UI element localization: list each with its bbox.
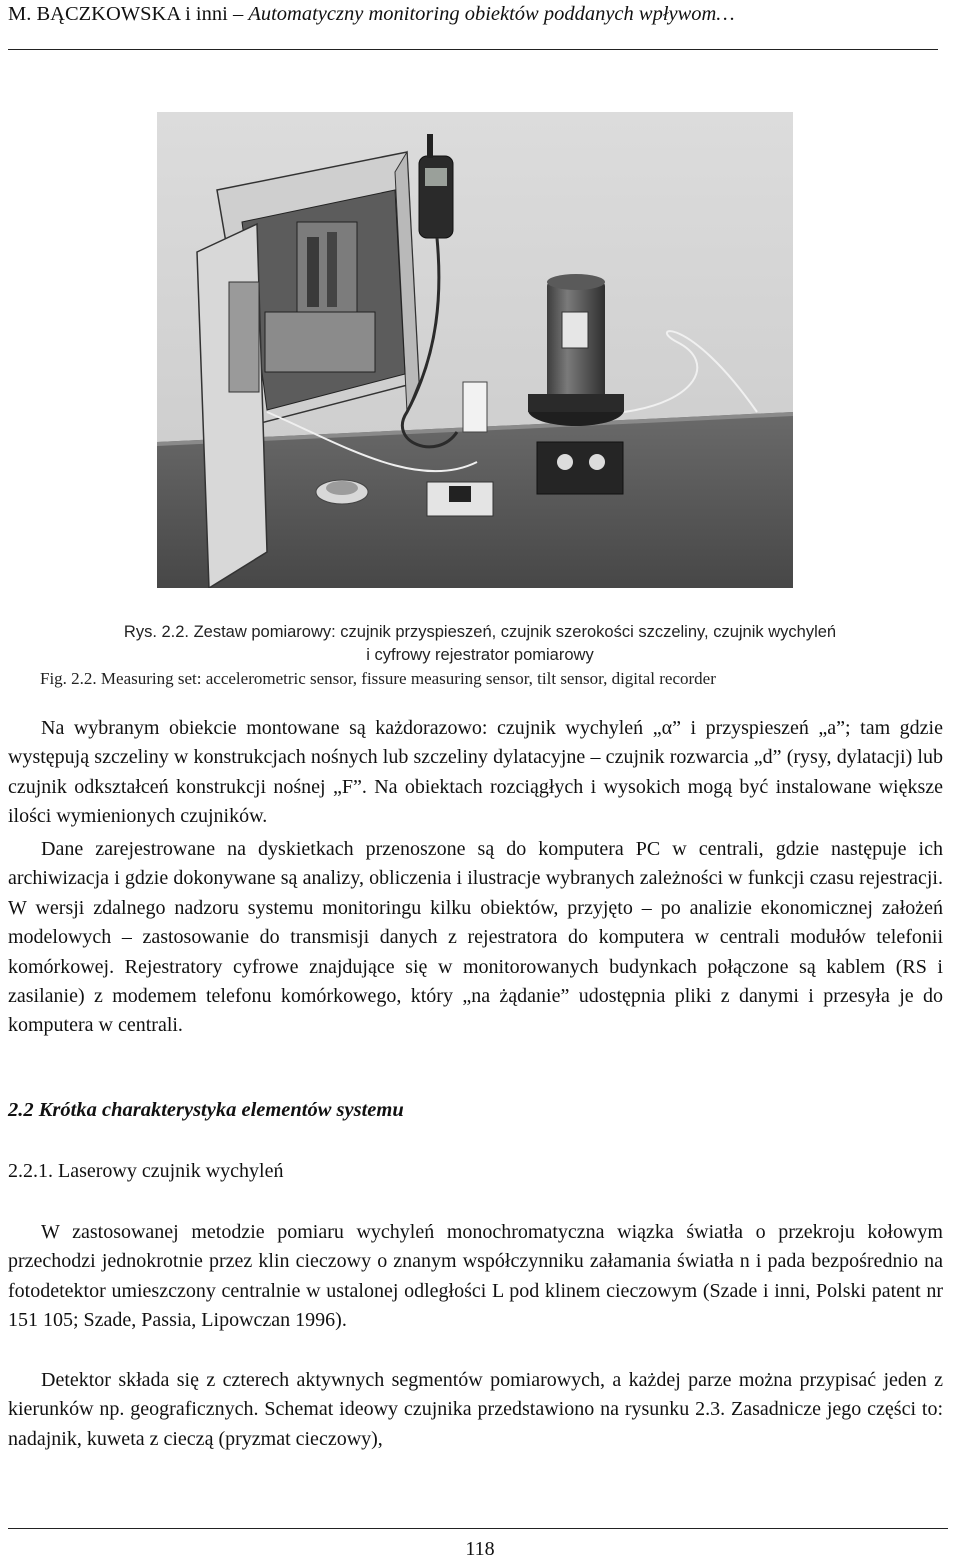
header-separator: –: [227, 3, 249, 25]
page-number: 118: [465, 1538, 495, 1560]
body-paragraph: W zastosowanej metodzie pomiaru wychyleń monochromatyczna wiązka światła o przekroju kołowym przechodzi jednokrotnie przez klin cieczowy o znanym współczynniku załamania światła n i pada bezpośrednio na fotodetektor umieszczony centralnie w ustalonej odległości L pod klinem cieczowym (Szade i inni, Polski patent nr 151 105; Szade, Passia, Lipowczan 1996).: [8, 1221, 943, 1332]
subsection-heading: 2.2.1. Laserowy czujnik wychyleń: [8, 1160, 284, 1182]
header-title: Automatyczny monitoring obiektów poddanych wpływom…: [248, 3, 735, 25]
running-header: [8, 2, 938, 26]
figure-caption-pl-line2: i cyfrowy rejestrator pomiarowy: [366, 646, 594, 664]
measuring-set-photo: [157, 112, 793, 588]
body-paragraph: Na wybranym obiekcie montowane są każdorazowo: czujnik wychyleń „α” i przyspieszeń „a”; tam gdzie występują szczeliny w konstrukcjach nośnych lub szczeliny dylatacyjne – czujnik rozwarcia „d” (rysy, dylatacji) lub czujnik odkształceń konstrukcji nośnej „F”. Na obiektach rozciągłych i wysokich mogą być instalowane większe ilości wymienionych czujników.: [8, 717, 943, 828]
body-paragraph: Detektor składa się z czterech aktywnych segmentów pomiarowych, a każdej parze można przypisać jeden z kierunków np. geograficznych. Schemat ideowy czujnika przedstawiono na rysunku 2.3. Zasadnicze jego części to: nadajnik, kuweta z cieczą (pryzmat cieczowy),: [8, 1369, 943, 1450]
header-authors: M. BĄCZKOWSKA i inni: [8, 3, 228, 25]
figure-caption-en: Fig. 2.2. Measuring set: accelerometric sensor, fissure measuring sensor, tilt sensor, digital recorder: [40, 669, 716, 688]
section-heading: 2.2 Krótka charakterystyka elementów systemu: [8, 1099, 404, 1121]
footer-divider: [8, 1528, 948, 1529]
header-divider: [8, 49, 938, 50]
figure-caption-pl-line1: Rys. 2.2. Zestaw pomiarowy: czujnik przyspieszeń, czujnik szerokości szczeliny, czujnik wychyleń: [123, 623, 837, 641]
body-paragraph: Dane zarejestrowane na dyskietkach przenoszone są do komputera PC w centrali, gdzie następuje ich archiwizacja i gdzie dokonywane są analizy, obliczenia i ilustracje wybranych zależności w funkcji czasu rejestracji. W wersji zdalnego nadzoru systemu monitoringu kilku obiektów, przyjęto – po analizie ekonomicznej założeń modelowych – zastosowanie do transmisji danych z rejestratora do komputera w centrali modułów telefonii komórkowej. Rejestratory cyfrowe znajdujące się w monitorowanych budynkach połączone są kablem (RS i zasilanie) z modemem telefonu komórkowego, który „na żądanie” udostępnia pliki z danymi i przesyła je do komputera w centrali.: [8, 838, 943, 1037]
